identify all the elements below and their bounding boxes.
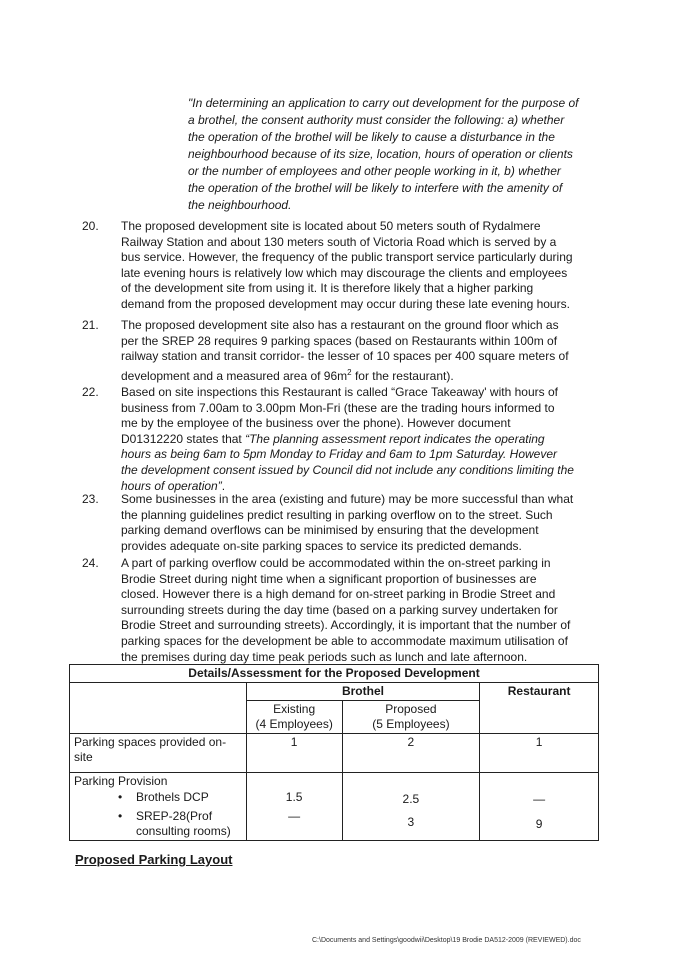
quote-line: "In determining an application to carry out development for the purpose of: [188, 96, 579, 110]
text-line: Brodie Street during night time when a significant proportion of businesses are: [121, 571, 537, 586]
text-line: parking demand overflows can be minimised by ensuring that the development: [121, 523, 539, 538]
cell-restaurant: 1: [480, 734, 599, 773]
cell-restaurant: — 9: [480, 773, 599, 841]
paragraph-number: 21.: [82, 318, 99, 332]
cell-existing: 1: [246, 734, 342, 773]
table-title-row: [70, 665, 599, 683]
text-line: The proposed development site is located about 50 meters south of Rydalmere: [121, 219, 541, 233]
quote-line: the operation of the brothel will be likely to interfere with the amenity of: [188, 181, 563, 195]
table-row: [70, 734, 599, 773]
paragraph-number: 22.: [82, 385, 99, 399]
cell-proposed: 2.5 3: [342, 773, 480, 841]
header-restaurant: Restaurant: [480, 683, 599, 734]
parking-assessment-table: [69, 664, 599, 841]
header-proposed: Proposed (5 Employees): [342, 701, 480, 734]
text-line: the development consent issued by Council did not include any conditions limiting the: [121, 462, 574, 477]
text-line: business from 7.00am to 3.00pm Mon-Fri (these are the trading hours informed to: [121, 400, 555, 415]
text-line: demand from the proposed development may occur during these late evening hours.: [121, 296, 570, 311]
table-row: [70, 773, 599, 841]
list-item: • Brothels DCP: [118, 790, 209, 804]
text-line: closed. However there is a high demand for on-street parking in Brodie Street and: [121, 587, 556, 602]
header-existing: Existing (4 Employees): [246, 701, 342, 734]
paragraph-number: 20.: [82, 219, 99, 233]
text-line: Based on site inspections this Restaurant is called “Grace Takeaway' with hours of: [121, 385, 558, 399]
row-label: Parking spaces provided on-site: [70, 734, 247, 773]
text-line: of the development site from using it. It is therefore likely that a higher parking: [121, 281, 534, 296]
text-line: bus service. However, the frequency of the public transport service particularly during: [121, 250, 573, 265]
text-line: parking spaces for the development be able to accommodate maximum utilisation of: [121, 633, 568, 648]
quote-line: neighbourhood because of its size, location, hours of operation or clients: [188, 147, 573, 161]
text-line: late evening hours is relatively low which may discourage the clients and employees: [121, 265, 568, 280]
footer-file-path: C:\Documents and Settings\goodwii\Desktop\19 Brodie DA512-2009 (REVIEWED).doc: [312, 937, 581, 944]
text-line: provides adequate on-site parking spaces to service its predicted demands.: [121, 538, 522, 553]
cell-existing: 1.5 —: [246, 773, 342, 841]
paragraph-text: [121, 556, 598, 665]
text-line: Brodie Street and surrounding streets). Accordingly, it is important that the number of: [121, 618, 571, 633]
paragraph-text: [121, 219, 598, 313]
bullet-icon: •: [118, 790, 123, 804]
table-header-blank: [70, 683, 247, 734]
text-line: surrounding streets during the day time (based on a parking survey undertaken for: [121, 602, 558, 617]
text-line: A part of parking overflow could be accommodated within the on-street parking in: [121, 556, 551, 570]
table-title: Details/Assessment for the Proposed Development: [70, 665, 599, 683]
text-line: the planning guidelines predict resulting in parking overflow on to the street. Such: [121, 507, 553, 522]
table-header-row: [70, 683, 599, 701]
quoted-clause: [188, 95, 606, 214]
quote-line: or the number of employees and other people working in it, b) whether: [188, 164, 561, 178]
text-line: railway station and transit corridor- the lesser of 10 spaces per 400 square meters of: [121, 349, 569, 364]
quote-line: the operation of the brothel will be likely to cause a disturbance in the: [188, 130, 555, 144]
list-item: • SREP-28(Prof: [118, 809, 213, 823]
text-line: per the SREP 28 requires 9 parking spaces (based on Restaurants within 100m of: [121, 333, 558, 348]
cell-proposed: 2: [342, 734, 480, 773]
header-brothel: Brothel: [246, 683, 480, 701]
text-line: hours of operation”.: [121, 478, 226, 493]
text-line: hours as being 6am to 5pm Monday to Friday and 6am to 1pm Saturday. However: [121, 447, 558, 462]
text-line: development and a measured area of $96m^2$ for the restaurant).: [121, 367, 454, 383]
text-line: The proposed development site also has a restaurant on the ground floor which as: [121, 318, 559, 332]
section-heading: Proposed Parking Layout: [75, 852, 233, 867]
paragraph-number: 24.: [82, 556, 99, 570]
row-label: Parking Provision • Brothels DCP • SREP-28(Prof consulting rooms): [70, 773, 247, 841]
text-line: me by the employee of the business over the phone). However document: [121, 416, 511, 431]
text-line: the premises during day time peak periods such as lunch and late afternoon.: [121, 649, 528, 664]
text-line: Some businesses in the area (existing and future) may be more successful than what: [121, 492, 574, 506]
paragraph-number: 23.: [82, 492, 99, 506]
provision-label: Parking Provision: [74, 774, 168, 788]
text-line: Railway Station and about 130 meters south of Victoria Road which is served by a: [121, 234, 557, 249]
quote-line: a brothel, the consent authority must consider the following: a) whether: [188, 113, 565, 127]
text-line: D01312220 states that “The planning assessment report indicates the operating: [121, 431, 545, 446]
paragraph-text: [121, 492, 598, 554]
bullet-icon: •: [118, 809, 123, 823]
paragraph-text: [121, 318, 598, 384]
paragraph-text: [121, 385, 598, 494]
quote-line: the neighbourhood.: [188, 198, 292, 212]
